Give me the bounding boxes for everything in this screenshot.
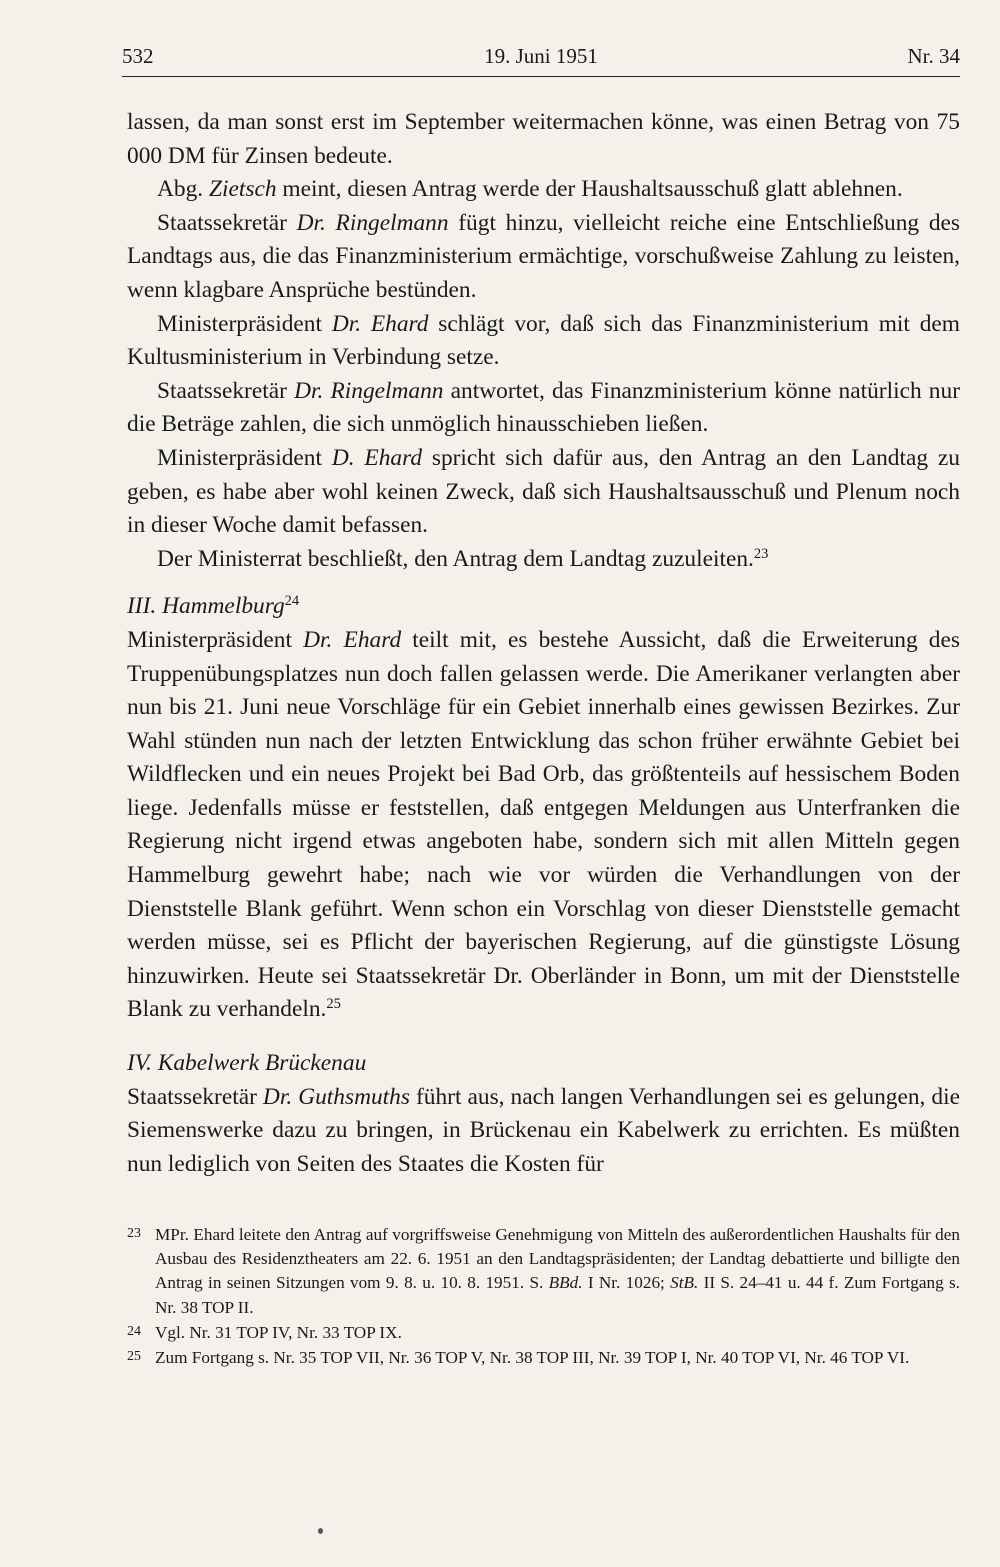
footnote-number: 23 <box>127 1226 141 1241</box>
main-text <box>127 106 960 1181</box>
speaker-name: Ehard <box>343 626 402 653</box>
footnote-ref[interactable]: 24 <box>284 593 300 610</box>
paragraph: Staatssekretär Dr. Guthsmuths führt aus, nach langen Verhandlungen sei es gelungen, die Siemenswerke dazu zu bringen, in Brückenau ein Kabelwerk zu errichten. Es müßten nun lediglich von Seiten des Staates die Kosten für <box>127 1083 960 1177</box>
paragraph: Ministerpräsident D. Ehard spricht sich dafür aus, den Antrag an den Landtag zu geben, es habe aber wohl keinen Zweck, daß sich Haushaltsausschuß und Plenum noch in dieser Woche damit befassen. <box>127 444 960 539</box>
speaker-title: Dr. <box>331 310 362 337</box>
document-number: Nr. 34 <box>907 44 960 68</box>
footnote: 25 Zum Fortgang s. Nr. 35 TOP VII, Nr. 36 TOP V, Nr. 38 TOP III, Nr. 39 TOP I, Nr. 40 TOP VI, Nr. 46 TOP VI. <box>127 1345 960 1370</box>
paragraph: Ministerpräsident Dr. Ehard teilt mit, es bestehe Aussicht, daß die Erweiterung des Truppenübungsplatzes nun doch fallen gelassen werde. Die Amerikaner verlangten aber nun bis 21. Juni neue Vorschläge für ein Gebiet innerhalb eines gewissen Bezirkes. Zur Wahl stünden nun nach der letzten Entwicklung das schon früher erwähnte Gebiet bei Wildflecken und ein neues Projekt bei Bad Orb, das größtenteils auf hessischem Boden liege. Jedenfalls müsse er feststellen, daß entgegen Meldungen aus Unterfranken die Regierung nicht irgend etwas angeboten habe, sondern sich mit allen Mitteln gegen Hammelburg gewehrt habe; nach wie vor würden die Verhandlungen von der Dienststelle Blank geführt. Wenn schon ein Vorschlag von dieser Dienststelle gemacht werden müsse, sei es Pflicht der bayerischen Regierung, auf die günstigste Lösung hinzuwirken. Heute sei Staatssekretär Dr. Oberländer in Bonn, um mit der Dienststelle Blank zu verhandeln.$^{25}$ <box>127 626 960 1023</box>
speaker-name: Ringelmann <box>330 377 444 404</box>
print-speck <box>318 1528 323 1534</box>
speaker-name: Ehard <box>370 310 429 337</box>
footnote-number: 25 <box>127 1349 141 1365</box>
paragraph: Der Ministerrat beschließt, den Antrag dem Landtag zuzuleiten.$^{23}$ <box>157 545 769 572</box>
speaker-name: Ehard <box>364 444 423 471</box>
speaker-name: Ringelmann <box>335 209 449 236</box>
speaker-title: Dr. <box>303 626 333 653</box>
speaker-title: Dr. <box>296 209 326 236</box>
paragraph: Staatssekretär Dr. Ringelmann antwortet, das Finanzministerium könne natürlich nur die Beträge zahlen, die sich unmöglich hinausschieben ließen. <box>127 377 960 438</box>
speaker-title: D. <box>331 444 355 471</box>
section-heading: IV. Kabelwerk Brückenau <box>127 1050 367 1077</box>
footnote-ref[interactable]: 23 <box>753 545 769 562</box>
footnote-number: 24 <box>127 1323 141 1339</box>
header-date: 19. Juni 1951 <box>484 44 598 68</box>
footnote: 24 Vgl. Nr. 31 TOP IV, Nr. 33 TOP IX. <box>127 1320 960 1345</box>
footnotes <box>127 1222 960 1370</box>
speaker-title: Dr. <box>262 1083 293 1110</box>
running-header <box>122 44 960 72</box>
speaker-name: Zietsch <box>208 176 277 203</box>
paragraph: Abg. Zietsch meint, diesen Antrag werde der Haushaltsausschuß glatt ablehnen. <box>157 176 903 203</box>
paragraph: lassen, da man sonst erst im September weitermachen könne, was einen Betrag von 75 000 DM für Zinsen bedeute. <box>127 109 960 169</box>
page-number: 532 <box>122 44 154 68</box>
paragraph: Staatssekretär Dr. Ringelmann fügt hinzu, vielleicht reiche eine Entschließung des Landtags aus, die das Finanzministerium ermächtige, vorschußweise Zahlung zu leisten, wenn klagbare Ansprüche bestünden. <box>127 209 960 303</box>
speaker-title: Dr. <box>294 377 324 404</box>
footnote-ref[interactable]: 25 <box>326 996 341 1013</box>
paragraph: Ministerpräsident Dr. Ehard schlägt vor, daß sich das Finanzministerium mit dem Kultusministerium in Verbindung setze. <box>127 310 960 371</box>
section-heading: III. Hammelburg$^{24}$ <box>127 593 300 620</box>
footnote: 23 MPr. Ehard leitete den Antrag auf vorgriffsweise Genehmigung von Mitteln des außerordentlichen Haushalts für den Ausbau des Residenztheaters am 22. 6. 1951 an den Landtagspräsidenten; der Landtag debattierte und billigte den Antrag in seinen Sitzungen vom 9. 8. u. 10. 8. 1951. S. BBd. I Nr. 1026; StB. II S. 24–41 u. 44 f. Zum Fortgang s. Nr. 38 TOP II. <box>127 1222 960 1320</box>
header-rule <box>122 76 960 77</box>
speaker-name: Guthsmuths <box>298 1083 410 1110</box>
